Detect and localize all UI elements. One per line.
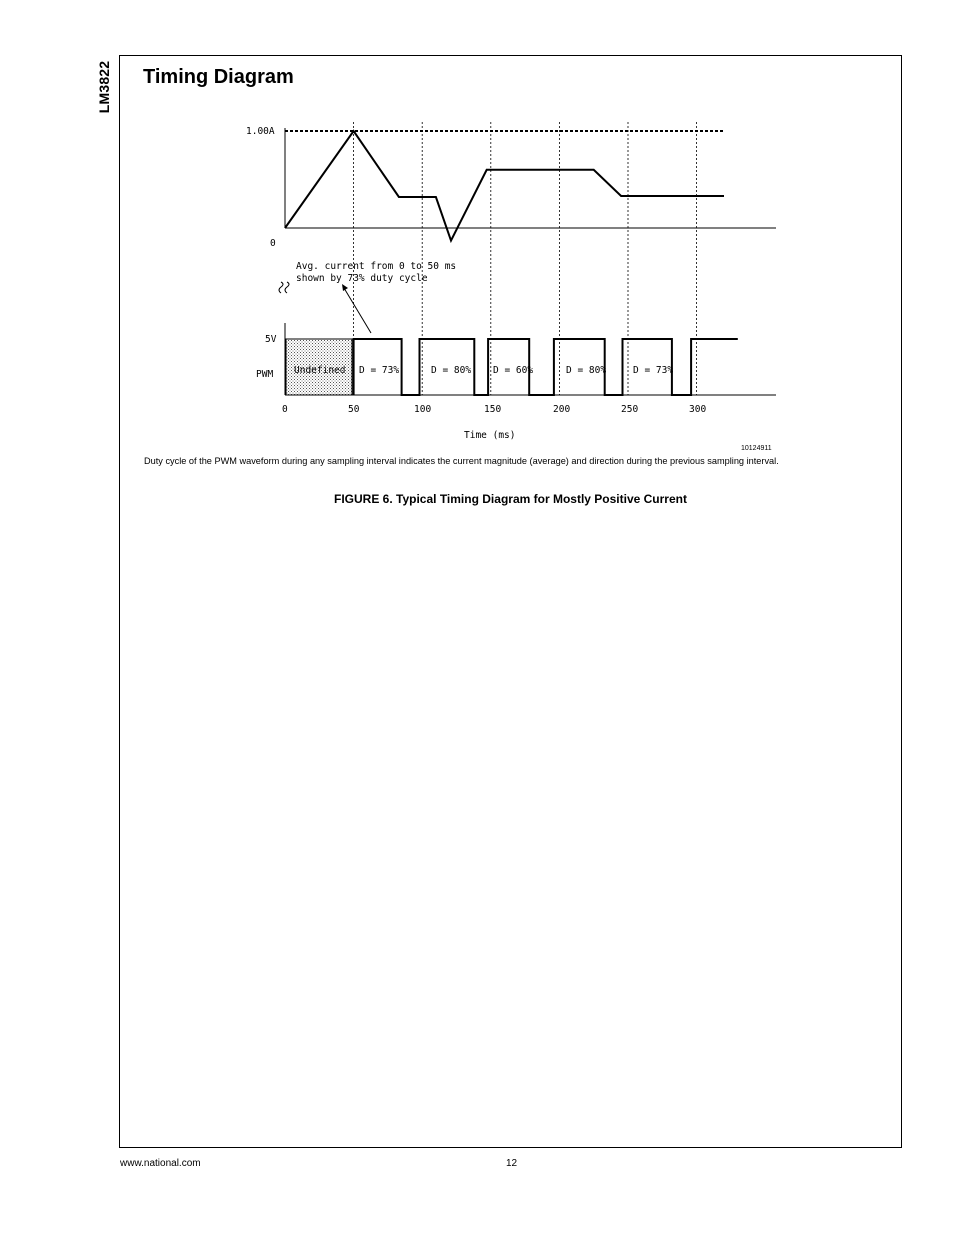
segment-label-d60: D = 60% (493, 365, 534, 376)
page-number: 12 (506, 1158, 518, 1169)
sample-lines (354, 122, 697, 395)
annotation-arrow (344, 288, 371, 333)
part-number (93, 52, 115, 122)
axis-break-symbol (279, 282, 289, 293)
segment-label-undefined: Undefined (294, 365, 346, 376)
x-tick-100: 100 (414, 404, 432, 415)
section-title: Timing Diagram (143, 66, 294, 88)
pwm-name-label: PWM (256, 369, 274, 380)
caption-note: Duty cycle of the PWM waveform during any sampling interval indicates the current magnitude (average) and direction during the previous sampling interval. (144, 456, 779, 466)
figure-caption: FIGURE 6. Typical Timing Diagram for Mostly Positive Current (334, 492, 687, 506)
x-tick-150: 150 (484, 404, 502, 415)
x-tick-250: 250 (621, 404, 639, 415)
footer-url[interactable]: www.national.com (120, 1158, 201, 1169)
current-max-label: 1.00A (246, 126, 275, 137)
diagram-id: 10124911 (741, 445, 772, 452)
pwm-high-label: 5V (265, 334, 277, 345)
current-zero-label: 0 (270, 238, 276, 249)
current-waveform (285, 131, 724, 241)
part-number-text: LM3822 (96, 60, 112, 114)
x-tick-0: 0 (282, 404, 288, 415)
annotation-line-2: shown by 73% duty cycle (296, 273, 428, 284)
x-tick-200: 200 (553, 404, 571, 415)
annotation-line-1: Avg. current from 0 to 50 ms (296, 261, 457, 272)
segment-label-d73a: D = 73% (359, 365, 400, 376)
x-tick-50: 50 (348, 404, 360, 415)
segment-label-d80a: D = 80% (431, 365, 472, 376)
x-tick-300: 300 (689, 404, 707, 415)
segment-label-d73b: D = 73% (633, 365, 674, 376)
timing-diagram (240, 118, 785, 458)
segment-label-d80b: D = 80% (566, 365, 607, 376)
pwm-waveform (354, 339, 738, 395)
x-axis-label: Time (ms) (464, 430, 516, 441)
